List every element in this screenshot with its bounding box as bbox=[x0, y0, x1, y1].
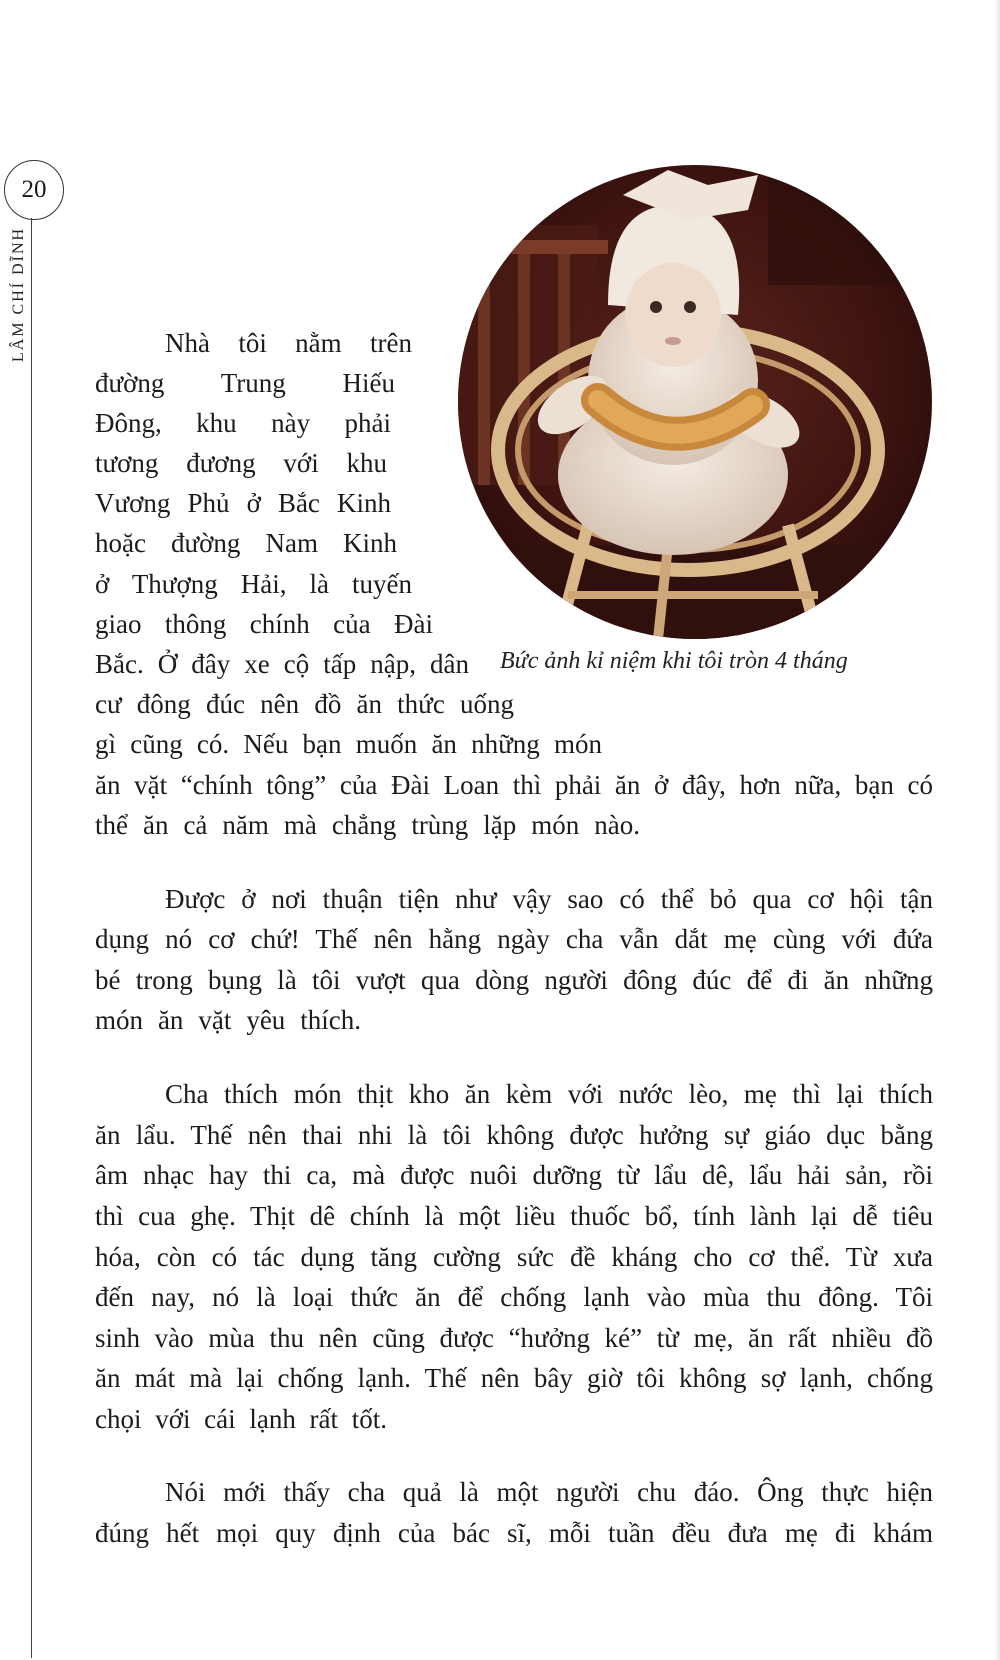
text-line: ăn lẩu. Thế nên thai nhi là tôi không được hưởng sự giáo dục bằng bbox=[95, 1120, 933, 1150]
text-line: Đông, khu này phải bbox=[95, 408, 391, 438]
text-line: sinh vào mùa thu nên cũng được “hưởng ké” từ mẹ, ăn rất nhiều đồ bbox=[95, 1323, 933, 1353]
text-line: Nhà tôi nằm trên bbox=[165, 328, 412, 358]
text-line: ở Thượng Hải, là tuyến bbox=[95, 569, 412, 599]
text-line: Bắc. Ở đây xe cộ tấp nập, dân bbox=[95, 649, 469, 679]
text-line: Cha thích món thịt kho ăn kèm với nước lèo, mẹ thì lại thích bbox=[165, 1079, 933, 1109]
text-line: hóa, còn có tác dụng tăng cường sức đề kháng cho cơ thể. Từ xưa bbox=[95, 1242, 933, 1272]
baby-in-rattan-chair-photo bbox=[458, 165, 932, 639]
text-line: giao thông chính của Đài bbox=[95, 609, 433, 639]
text-line: thể ăn cả năm mà chẳng trùng lặp món nào. bbox=[95, 810, 640, 840]
text-line: Vương Phủ ở Bắc Kinh bbox=[95, 488, 391, 518]
text-line: thì cua ghẹ. Thịt dê chính là một liều thuốc bổ, tính lành lại dễ tiêu bbox=[95, 1201, 933, 1231]
text-line: tương đương với khu bbox=[95, 448, 387, 478]
text-line: đúng hết mọi quy định của bác sĩ, mỗi tuần đều đưa mẹ đi khám bbox=[95, 1518, 933, 1548]
text-line: ăn vặt “chính tông” của Đài Loan thì phải ăn ở đây, hơn nữa, bạn có bbox=[95, 770, 933, 800]
text-line: hoặc đường Nam Kinh bbox=[95, 528, 397, 558]
text-line: gì cũng có. Nếu bạn muốn ăn những món bbox=[95, 729, 602, 759]
page-number bbox=[4, 160, 64, 220]
text-line: cư đông đúc nên đồ ăn thức uống bbox=[95, 689, 514, 719]
text-line: ăn mát mà lại chống lạnh. Thế nên bây giờ tôi không sợ lạnh, chống bbox=[95, 1363, 933, 1393]
text-line: dụng nó cơ chứ! Thế nên hằng ngày cha vẫn dắt mẹ cùng với đứa bbox=[95, 924, 933, 954]
text-line: đến nay, nó là loại thức ăn để chống lạnh vào mùa thu đông. Tôi bbox=[95, 1282, 933, 1312]
page-edge-shadow bbox=[994, 0, 1000, 1660]
text-line: chọi với cái lạnh rất tốt. bbox=[95, 1404, 387, 1434]
page-number-text: 20 bbox=[21, 176, 47, 203]
text-line: món ăn vặt yêu thích. bbox=[95, 1005, 361, 1035]
margin-rule bbox=[31, 218, 32, 1658]
photo-caption: Bức ảnh kỉ niệm khi tôi tròn 4 tháng bbox=[500, 648, 848, 674]
text-line: Nói mới thấy cha quả là một người chu đáo. Ông thực hiện bbox=[165, 1477, 933, 1507]
text-line: bé trong bụng là tôi vượt qua dòng người đông đúc để đi ăn những bbox=[95, 965, 933, 995]
text-line: âm nhạc hay thi ca, mà được nuôi dưỡng từ lẩu dê, lẩu hải sản, rồi bbox=[95, 1160, 933, 1190]
text-line: Được ở nơi thuận tiện như vậy sao có thể bỏ qua cơ hội tận bbox=[165, 884, 933, 914]
text-line: đường Trung Hiếu bbox=[95, 368, 395, 398]
running-head: LÂM CHÍ DĨNH bbox=[10, 226, 27, 362]
